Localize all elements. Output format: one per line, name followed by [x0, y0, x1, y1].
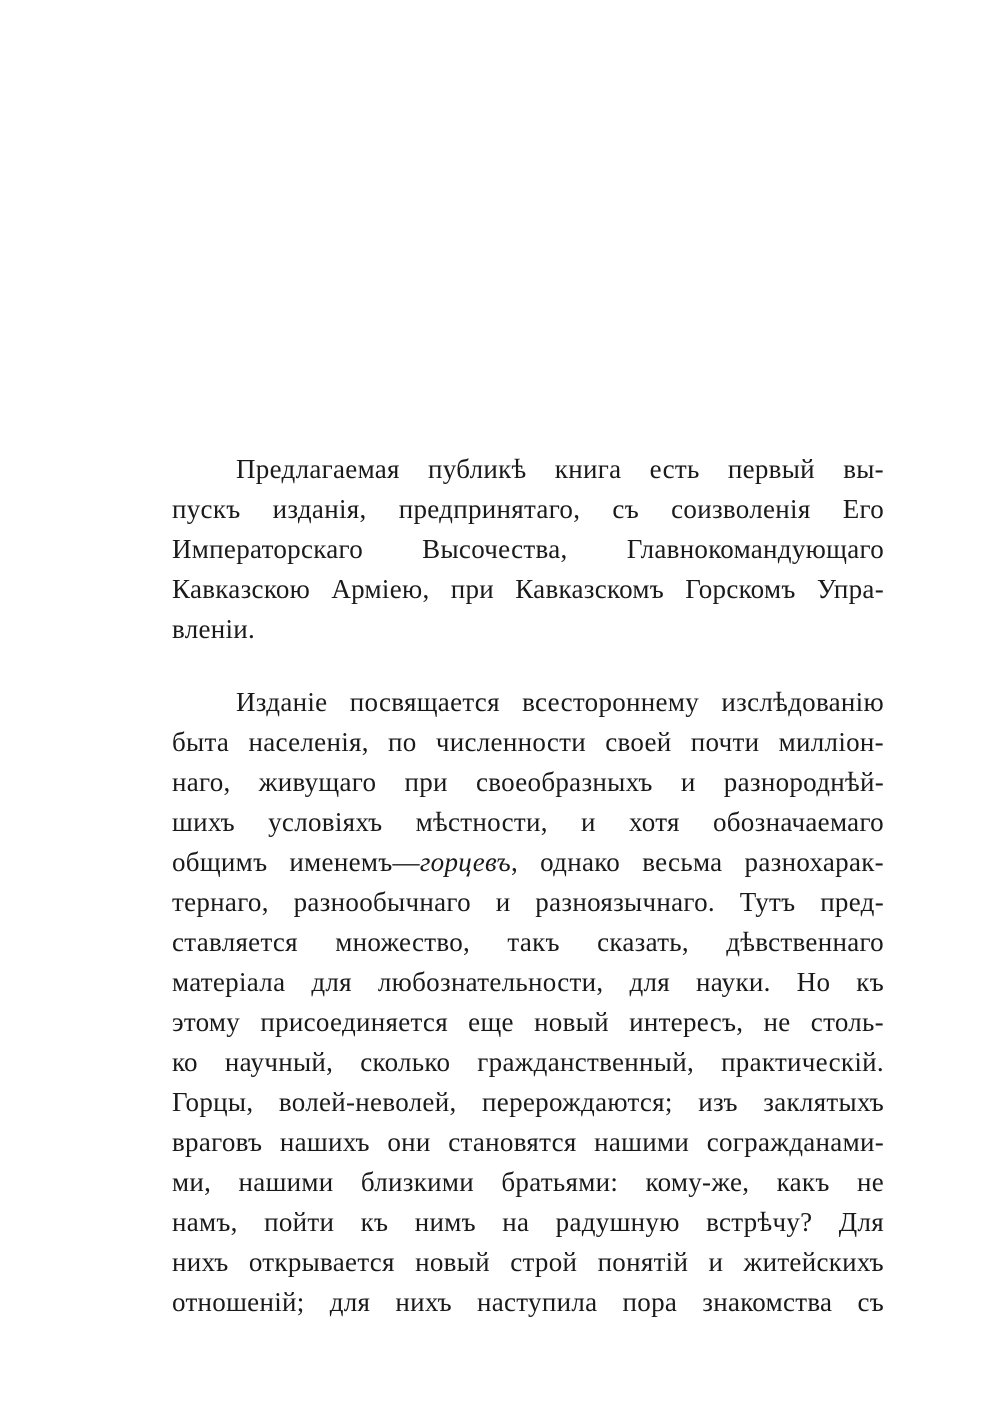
word: волей-неволей, — [278, 1087, 457, 1117]
text-line — [172, 722, 884, 762]
word: становятся — [448, 1127, 577, 1157]
word: изслѣдованію — [721, 687, 884, 717]
word: весьма — [642, 847, 723, 877]
word: ко — [172, 1047, 198, 1077]
word: своеобразныхъ — [475, 767, 653, 797]
word: понятій — [597, 1247, 689, 1277]
word: предпринятаго, — [398, 494, 581, 524]
word: пора — [622, 1287, 678, 1317]
word: матеріала — [172, 967, 286, 997]
word: Его — [842, 494, 884, 524]
word: встрѣчу? — [706, 1207, 813, 1237]
word: сказать, — [597, 927, 689, 957]
text-line — [172, 1242, 884, 1282]
word: кому-же, — [645, 1167, 750, 1197]
word: для — [629, 967, 670, 997]
word: посвящается — [349, 687, 500, 717]
paragraph-2 — [172, 682, 884, 1322]
text-line — [172, 1122, 884, 1162]
word: нашихъ — [279, 1127, 370, 1157]
word: Императорскаго — [172, 534, 364, 564]
word: нашими — [238, 1167, 334, 1197]
word: перерождаются; — [482, 1087, 673, 1117]
word: мѣстности, — [415, 807, 548, 837]
word: есть — [649, 454, 700, 484]
word: еще — [468, 1007, 514, 1037]
word: Упра- — [816, 574, 884, 604]
word: столь- — [810, 1007, 884, 1037]
word: множество, — [335, 927, 471, 957]
word: любознательности, — [377, 967, 604, 997]
word: житейскихъ — [743, 1247, 884, 1277]
word: публикѣ — [428, 454, 527, 484]
word: этому — [172, 1007, 241, 1037]
word: почти — [690, 727, 760, 757]
word: нашими — [594, 1127, 690, 1157]
word: разнообычнаго — [293, 887, 471, 917]
word: они — [387, 1127, 431, 1157]
word: Тутъ — [739, 887, 796, 917]
word: и — [708, 1247, 724, 1277]
word: заклятыхъ — [763, 1087, 884, 1117]
text-line — [172, 962, 884, 1002]
word: практическій. — [721, 1047, 884, 1077]
text-line — [172, 922, 884, 962]
word: Главнокомандующаго — [626, 534, 884, 564]
word: нихъ — [395, 1287, 452, 1317]
text-line — [172, 1042, 884, 1082]
word: быта — [172, 727, 230, 757]
word: интересъ, — [629, 1007, 744, 1037]
word: населенія, — [248, 727, 369, 757]
word: на — [502, 1207, 530, 1237]
word: пускъ — [172, 494, 241, 524]
word: и — [495, 887, 511, 917]
word: Горцы, — [172, 1087, 254, 1117]
word: нимъ — [414, 1207, 476, 1237]
word: наго, — [172, 767, 231, 797]
word: науки. — [695, 967, 771, 997]
word: изданія, — [272, 494, 367, 524]
word: разнохарак- — [744, 847, 884, 877]
word: однако — [540, 847, 621, 877]
word: вы- — [843, 454, 884, 484]
word: именемъ—горцевъ, — [289, 847, 519, 877]
text-line — [172, 682, 884, 722]
text-line — [172, 1282, 884, 1322]
word: радушную — [555, 1207, 680, 1237]
text-line — [172, 1002, 884, 1042]
word: соизволенія — [671, 494, 811, 524]
word: дѣвственнаго — [726, 927, 884, 957]
word: къ — [856, 967, 884, 997]
word: всестороннему — [522, 687, 700, 717]
word: по — [388, 727, 417, 757]
word: книга — [554, 454, 622, 484]
word: пред- — [820, 887, 884, 917]
text-line — [172, 1162, 884, 1202]
word: какъ — [776, 1167, 830, 1197]
word: пойти — [264, 1207, 335, 1237]
text-line — [172, 882, 884, 922]
word: разнороднѣй- — [723, 767, 884, 797]
text-line — [172, 1202, 884, 1242]
text-line — [172, 449, 884, 489]
word: новый — [534, 1007, 609, 1037]
word: съ — [857, 1287, 884, 1317]
word: общимъ — [172, 847, 268, 877]
word: открывается — [248, 1247, 395, 1277]
word: своей — [605, 727, 672, 757]
word: строй — [510, 1247, 578, 1277]
word: Кавказскою — [172, 574, 311, 604]
word: для — [329, 1287, 371, 1317]
word: для — [311, 967, 352, 997]
word: Кавказскомъ — [515, 574, 665, 604]
word: Но — [796, 967, 831, 997]
word: не — [856, 1167, 884, 1197]
word: разноязычнаго. — [535, 887, 715, 917]
word: братьями: — [501, 1167, 619, 1197]
word: нихъ — [172, 1247, 229, 1277]
word: сколько — [360, 1047, 451, 1077]
word: шихъ — [172, 807, 235, 837]
word: наступила — [476, 1287, 598, 1317]
word: намъ, — [172, 1207, 238, 1237]
word: вленіи. — [172, 614, 256, 644]
text-line — [172, 529, 884, 569]
word: первый — [727, 454, 815, 484]
paragraph-1 — [172, 449, 884, 649]
word: близкими — [360, 1167, 475, 1197]
word: новый — [415, 1247, 490, 1277]
word: съ — [612, 494, 639, 524]
word: при — [404, 767, 448, 797]
word: къ — [360, 1207, 389, 1237]
word: Изданіе — [236, 687, 328, 717]
word: тернаго, — [172, 887, 269, 917]
word: Для — [838, 1207, 884, 1237]
word: знакомства — [702, 1287, 833, 1317]
text-line — [172, 489, 884, 529]
word: Горскомъ — [685, 574, 796, 604]
word: численности — [435, 727, 586, 757]
word: живущаго — [258, 767, 377, 797]
word: при — [450, 574, 495, 604]
word: Арміею, — [331, 574, 430, 604]
text-line — [172, 1082, 884, 1122]
word: милліон- — [778, 727, 884, 757]
text-line — [172, 842, 884, 882]
word: Предлагаемая — [236, 454, 400, 484]
text-line — [172, 569, 884, 609]
text-line — [172, 802, 884, 842]
word: враговъ — [172, 1127, 263, 1157]
word: научный, — [224, 1047, 334, 1077]
word: обозначаемаго — [712, 807, 884, 837]
word: гражданственный, — [477, 1047, 695, 1077]
word: отношеній; — [172, 1287, 305, 1317]
word: ми, — [172, 1167, 212, 1197]
word: присоединяется — [260, 1007, 448, 1037]
word: и — [581, 807, 596, 837]
word: такъ — [507, 927, 560, 957]
word: ставляется — [172, 927, 298, 957]
word: согражданами- — [706, 1127, 884, 1157]
word: не — [763, 1007, 791, 1037]
text-line — [172, 609, 884, 649]
text-line — [172, 762, 884, 802]
word: изъ — [698, 1087, 738, 1117]
word: условіяхъ — [268, 807, 383, 837]
word: и — [680, 767, 696, 797]
word: Высочества, — [422, 534, 568, 564]
word: хотя — [629, 807, 680, 837]
